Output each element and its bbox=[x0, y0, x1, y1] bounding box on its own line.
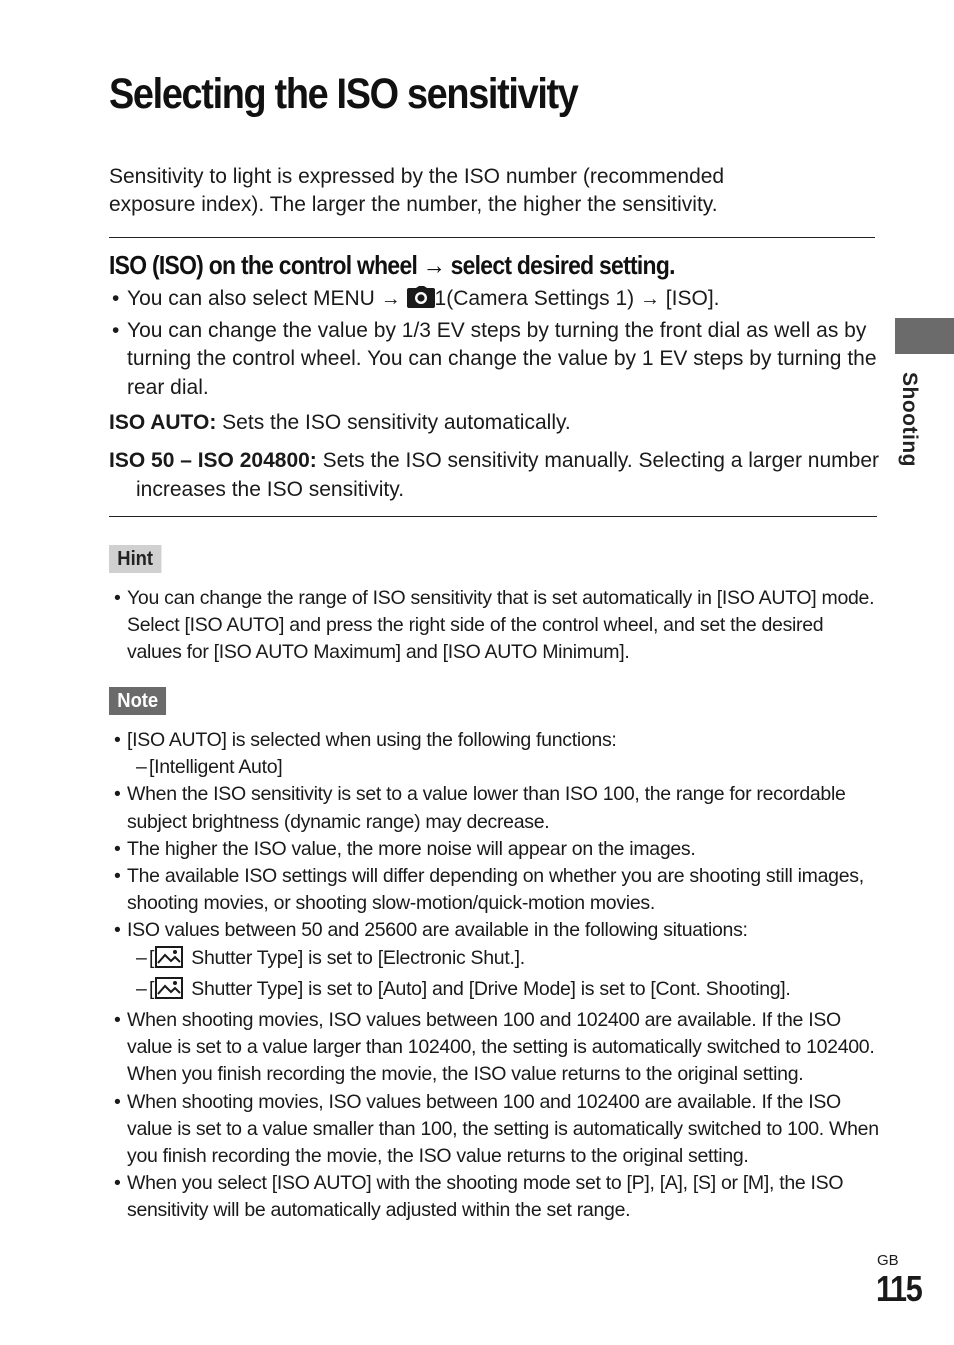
list-item: • The available ISO settings will differ depending on whether you are shooting still images, shooting movies, or shooting slow-motion/quick-motion movies. bbox=[114, 863, 880, 917]
section-divider bbox=[109, 237, 875, 238]
term-desc: Sets the ISO sensitivity automatically. bbox=[216, 411, 571, 434]
page-number: 115 bbox=[876, 1268, 922, 1309]
still-image-icon bbox=[155, 977, 183, 1007]
sub-list-item: – [Intelligent Auto] bbox=[136, 756, 283, 779]
list-item: • When shooting movies, ISO values between 100 and 102400 are available. If the ISO value is set to a value smaller than 100, the setting is automatically switched to 100. When you finish recording the movie, the ISO value returns to the original setting. bbox=[114, 1089, 880, 1171]
term-desc: Sets the ISO sensitivity manually. Selecting a larger number increases the ISO sensitivity. bbox=[136, 449, 879, 501]
list-item: • ISO values between 50 and 25600 are available in the following situations: bbox=[114, 917, 880, 944]
arrow-icon: → bbox=[639, 288, 660, 310]
section-divider bbox=[109, 516, 877, 517]
chapter-tab bbox=[895, 318, 954, 354]
list-item: • The higher the ISO value, the more noise will appear on the images. bbox=[114, 836, 880, 863]
step-bullets bbox=[109, 285, 879, 402]
region-code: GB bbox=[877, 1252, 899, 1269]
term-label: ISO AUTO: bbox=[109, 411, 217, 434]
list-item: • You can also select MENU → 1(Camera Settings 1) → [ISO]. bbox=[109, 285, 879, 317]
list-item: • You can change the range of ISO sensitivity that is set automatically in [ISO AUTO] mode. Select [ISO AUTO] and press the right side of the control wheel, and set the desired values for [ISO AUTO Maximum] and [ISO AUTO Minimum]. bbox=[114, 585, 880, 667]
list-item: • You can change the value by 1/3 EV steps by turning the front dial as well as by turning the control wheel. You can change the value by 1 EV steps by turning the rear dial. bbox=[109, 317, 879, 403]
list-item: • When the ISO sensitivity is set to a value lower than ISO 100, the range for recordable subject brightness (dynamic range) may decrease. bbox=[114, 781, 880, 835]
camera-settings-number: 1 bbox=[434, 287, 447, 310]
hint-label: Hint bbox=[109, 545, 161, 573]
arrow-icon: → bbox=[422, 250, 445, 280]
list-item: • [ISO AUTO] is selected when using the following functions: bbox=[114, 727, 880, 754]
note-label: Note bbox=[109, 687, 166, 715]
intro-text: Sensitivity to light is expressed by the ISO number (recommended exposure index). The larger the number, the higher the sensitivity. bbox=[109, 165, 725, 216]
step-heading-after: select desired setting. bbox=[444, 250, 675, 280]
camera-icon bbox=[407, 286, 435, 317]
arrow-icon: → bbox=[380, 288, 401, 310]
page-title: Selecting the ISO sensitivity bbox=[109, 70, 578, 118]
step-heading bbox=[109, 250, 675, 281]
list-item: • When shooting movies, ISO values between 100 and 102400 are available. If the ISO value is set to a value larger than 102400, the setting is automatically switched to 102400. When you finish recording the movie, the ISO value returns to the original setting. bbox=[114, 1007, 880, 1089]
step-heading-before: ISO (ISO) on the control wheel bbox=[109, 250, 423, 280]
term-label: ISO 50 – ISO 204800: bbox=[109, 449, 317, 472]
sub-list-item: – [ Shutter Type] is set to [Electronic Shut.]. bbox=[114, 945, 880, 976]
sub-list-item: – [ Shutter Type] is set to [Auto] and [Drive Mode] is set to [Cont. Shooting]. bbox=[114, 976, 880, 1007]
hint-list bbox=[114, 585, 880, 667]
note-list bbox=[114, 727, 880, 1225]
term-iso-auto bbox=[109, 409, 879, 438]
chapter-label: Shooting bbox=[898, 372, 921, 467]
still-image-icon bbox=[155, 946, 183, 976]
list-item: • When you select [ISO AUTO] with the shooting mode set to [P], [A], [S] or [M], the ISO sensitivity will be automatically adjusted within the set range. bbox=[114, 1170, 880, 1224]
term-iso-manual bbox=[109, 447, 906, 504]
